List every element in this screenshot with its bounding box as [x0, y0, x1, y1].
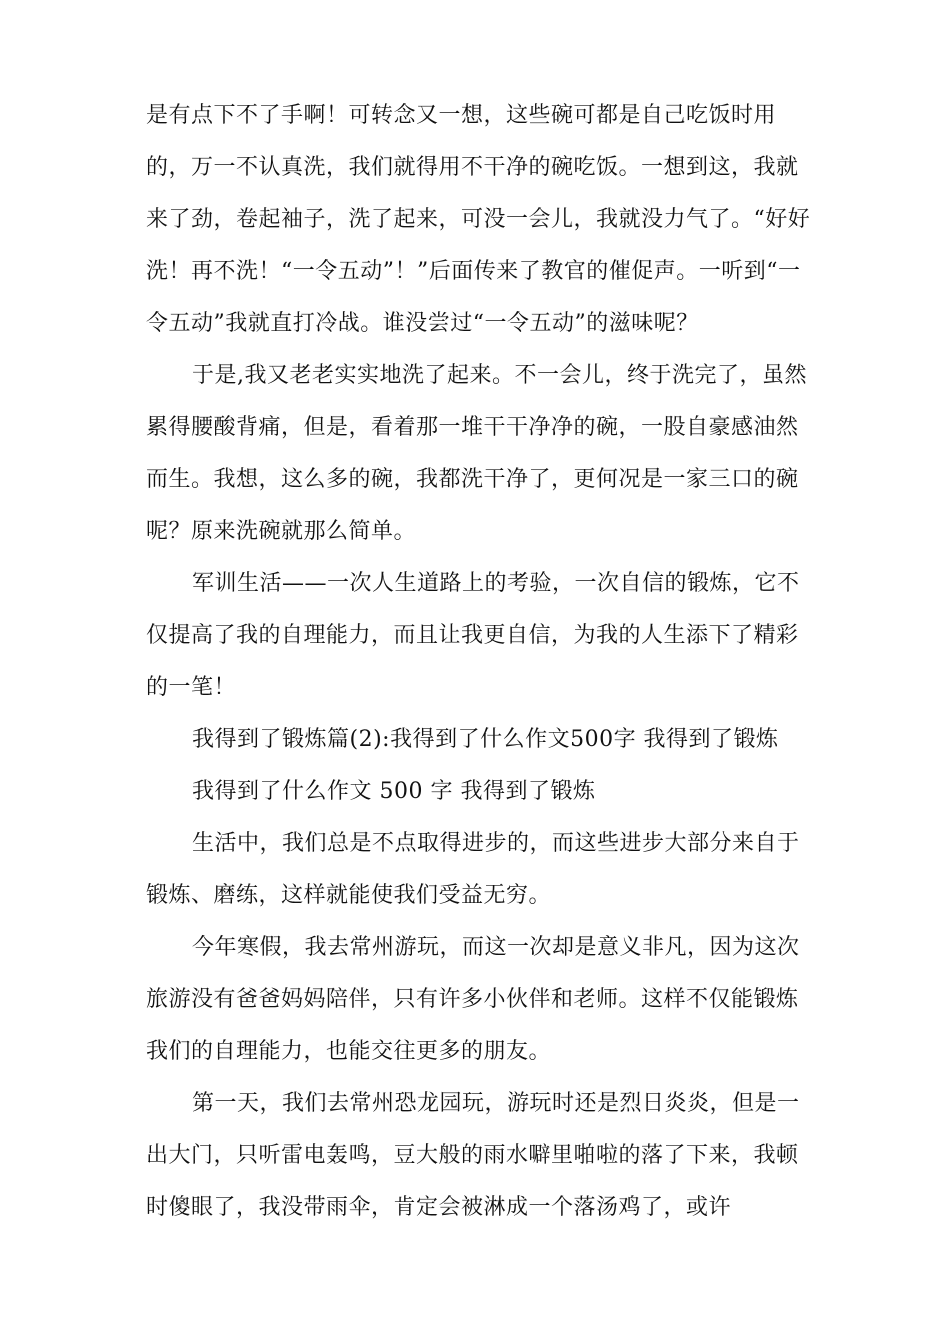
paragraph-6: 第一天，我们去常州恐龙园玩，游玩时还是烈日炎炎，但是一出大门，只听雷电轰鸣，豆大般的雨水噼里啪啦的落了下来，我顿时傻眼了，我没带雨伞，肯定会被淋成一个落汤鸡了，或许 [146, 1091, 800, 1220]
paragraph-4: 生活中，我们总是不点取得进步的，而这些进步大部分来自于锻炼、磨练，这样就能使我们受益无穷。 [146, 831, 800, 908]
paragraph-5: 今年寒假，我去常州游玩，而这一次却是意义非凡，因为这次旅游没有爸爸妈妈陪伴，只有许多小伙伴和老师。这样不仅能锻炼我们的自理能力，也能交往更多的朋友。 [146, 935, 800, 1064]
document-body [146, 90, 818, 1234]
paragraph-1: 是有点下不了手啊！可转念又一想，这些碗可都是自己吃饭时用的，万一不认真洗，我们就得用不干净的碗吃饭。一想到这，我就来了劲，卷起袖子，洗了起来，可没一会儿，我就没力气了。“好好洗！再不洗！“一令五动”！”后面传来了教官的催促声。一听到“一令五动”我就直打冷战。谁没尝过“一令五动”的滋味呢？ [146, 103, 811, 336]
paragraph-3: 军训生活——一次人生道路上的考验，一次自信的锻炼，它不仅提高了我的自理能力，而且让我更自信，为我的人生添下了精彩的一笔！ [146, 571, 800, 700]
section-heading-2: 我得到了什么作文 500 字 我得到了锻炼 [192, 779, 596, 804]
section-heading-1: 我得到了锻炼篇(2):我得到了什么作文500字 我得到了锻炼 [192, 727, 779, 752]
paragraph-2: 于是,我又老老实实地洗了起来。不一会儿，终于洗完了，虽然累得腰酸背痛，但是，看着那一堆干干净净的碗，一股自豪感油然而生。我想，这么多的碗，我都洗干净了，更何况是一家三口的碗呢？原来洗碗就那么简单。 [146, 363, 807, 544]
